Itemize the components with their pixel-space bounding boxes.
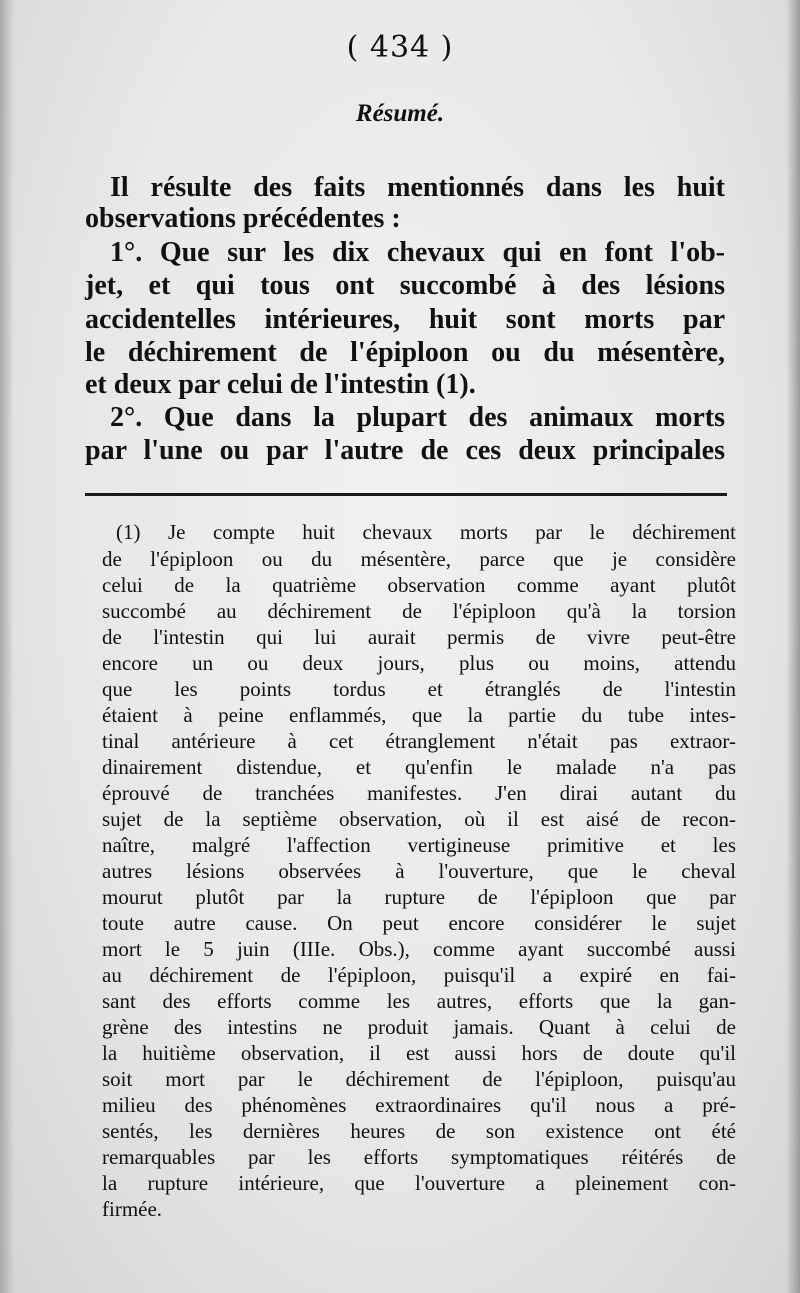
footnote-line: que les points tordus et étranglés de l'intestin	[102, 677, 736, 701]
footnote-line: toute autre cause. On peut encore considérer le sujet	[102, 911, 736, 935]
body-line: le déchirement de l'épiploon ou du mésentère,	[85, 337, 725, 368]
body-line: par l'une ou par l'autre de ces deux principales	[85, 435, 725, 466]
footnote-line: mort le 5 juin (IIIe. Obs.), comme ayant succombé aussi	[102, 937, 736, 961]
body-line: jet, et qui tous ont succombé à des lésions	[85, 270, 725, 301]
body-line: Il résulte des faits mentionnés dans les huit	[110, 172, 725, 203]
body-line: accidentelles intérieures, huit sont morts par	[85, 304, 725, 335]
page-number: ( 434 )	[346, 30, 454, 65]
footnote-line: sujet de la septième observation, où il est aisé de recon-	[102, 807, 736, 831]
footnote-line: dinairement distendue, et qu'enfin le malade n'a pas	[102, 755, 736, 779]
footnote-line: la huitième observation, il est aussi hors de doute qu'il	[102, 1041, 736, 1065]
body-line: et deux par celui de l'intestin (1).	[85, 369, 476, 400]
footnote-line: la rupture intérieure, que l'ouverture a pleinement con-	[102, 1171, 736, 1195]
footnote-line: sant des efforts comme les autres, efforts que la gan-	[102, 989, 736, 1013]
body-line: 2°. Que dans la plupart des animaux morts	[110, 402, 725, 433]
footnote-line: encore un ou deux jours, plus ou moins, attendu	[102, 651, 736, 675]
page-right-edge-shadow	[786, 0, 800, 1293]
footnote-line: éprouvé de tranchées manifestes. J'en dirai autant du	[102, 781, 736, 805]
footnote-line: firmée.	[102, 1197, 163, 1221]
footnote-line: celui de la quatrième observation comme ayant plutôt	[102, 573, 736, 597]
footnote-line: sentés, les dernières heures de son existence ont été	[102, 1119, 736, 1143]
body-line: 1°. Que sur les dix chevaux qui en font l'ob-	[110, 237, 725, 268]
footnote-line: remarquables par les efforts symptomatiques réitérés de	[102, 1145, 736, 1169]
footnote-line: mourut plutôt par la rupture de l'épiploon que par	[102, 885, 736, 909]
footnote-line: succombé au déchirement de l'épiploon qu'à la torsion	[102, 599, 736, 623]
footnote-line: au déchirement de l'épiploon, puisqu'il a expiré en fai-	[102, 963, 736, 987]
footnote-line: étaient à peine enflammés, que la partie du tube intes-	[102, 703, 736, 727]
page-left-edge-shadow	[0, 0, 14, 1293]
footnote-line: naître, malgré l'affection vertigineuse primitive et les	[102, 833, 736, 857]
section-title: Résumé.	[355, 100, 445, 127]
footnote-line: de l'intestin qui lui aurait permis de vivre peut-être	[102, 625, 736, 649]
footnote-separator-rule	[85, 493, 727, 496]
footnote-line: autres lésions observées à l'ouverture, que le cheval	[102, 859, 736, 883]
footnote-line: de l'épiploon ou du mésentère, parce que je considère	[102, 547, 736, 571]
footnote-line: milieu des phénomènes extraordinaires qu'il nous a pré-	[102, 1093, 736, 1117]
footnote-line: grène des intestins ne produit jamais. Quant à celui de	[102, 1015, 736, 1039]
body-line: observations précédentes :	[85, 203, 401, 234]
footnote-line: soit mort par le déchirement de l'épiploon, puisqu'au	[102, 1067, 736, 1091]
footnote-line: tinal antérieure à cet étranglement n'était pas extraor-	[102, 729, 736, 753]
footnote-line: (1) Je compte huit chevaux morts par le déchirement	[116, 520, 736, 544]
